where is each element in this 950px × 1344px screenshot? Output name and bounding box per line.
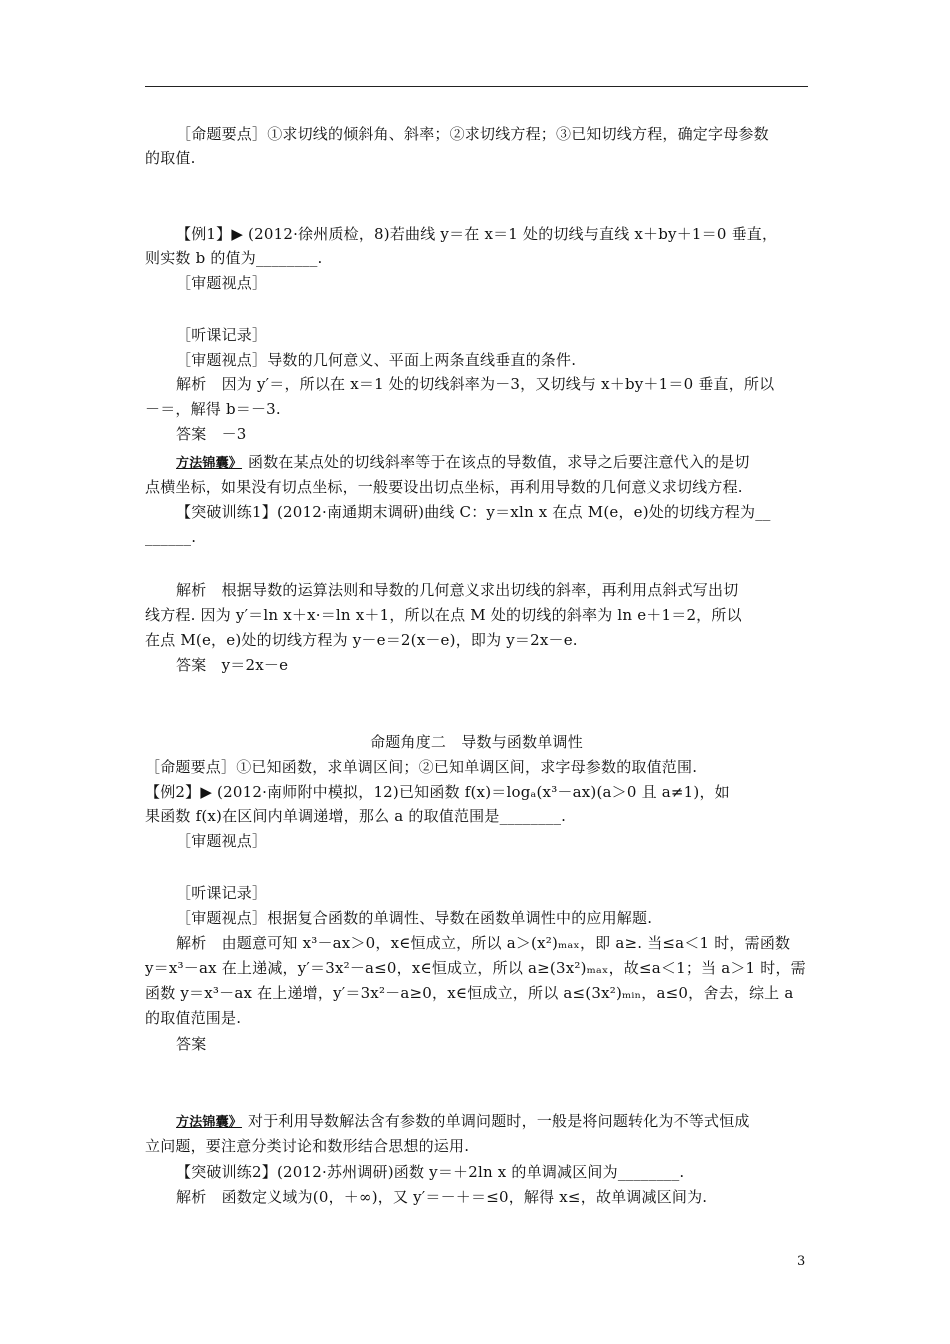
text-line-body: 对于利用导数解法含有参数的单调问题时，一般是将问题转化为不等式恒成 [248,1112,750,1130]
text-line: 答案 y＝2x－e [176,656,289,674]
text-line: 点横坐标，如果没有切点坐标，一般要设出切点坐标，再利用导数的几何意义求切线方程. [145,478,743,496]
text-line-body: 函数在某点处的切线斜率等于在该点的导数值，求导之后要注意代入的是切 [248,453,750,471]
text-line: 解析 函数定义域为(0，＋∞)，又 y′＝－＋＝≤0，解得 x≤，故单调减区间为. [176,1188,708,1206]
page-number: 3 [797,1254,806,1269]
text-line: 立问题，要注意分类讨论和数形结合思想的运用. [145,1137,470,1155]
text-line: 的取值. [145,149,196,167]
text-line: 【突破训练2】(2012·苏州调研)函数 y＝＋2ln x 的单调减区间为________. [176,1163,685,1181]
text-line: 解析 因为 y′＝，所以在 x＝1 处的切线斜率为－3，又切线与 x＋by＋1＝0 垂直，所以 [176,375,775,393]
text-line: 解析 由题意可知 x³－ax＞0，x∈恒成立，所以 a＞(x²)ₘₐₓ，即 a≥. 当≤a＜1 时，需函数 [176,934,791,952]
text-line: 果函数 f(x)在区间内单调递增，那么 a 的取值范围是________. [145,807,567,825]
text-line: ［审题视点］ [176,274,268,292]
header-rule [145,86,808,87]
text-line: ［命题要点］①已知函数，求单调区间；②已知单调区间，求字母参数的取值范围. [145,758,698,776]
text-line: 在点 M(e，e)处的切线方程为 y－e＝2(x－e)，即为 y＝2x－e. [145,631,578,649]
text-line: 【例1】▶ (2012·徐州质检，8)若曲线 y＝在 x＝1 处的切线与直线 x＋by＋1＝0 垂直， [176,225,778,243]
text-line: ［审题视点］ [176,832,268,850]
method-tip-label: 方法锦囊》 [176,1115,243,1130]
method-tip-label: 方法锦囊》 [176,456,243,471]
text-line: 解析 根据导数的运算法则和导数的几何意义求出切线的斜率，再利用点斜式写出切 [176,581,739,599]
section-heading: 命题角度二 导数与函数单调性 [370,733,583,751]
text-line: －＝，解得 b＝－3. [145,400,281,418]
text-line [176,452,750,474]
text-line: ［审题视点］导数的几何意义、平面上两条直线垂直的条件. [176,351,577,369]
text-line: 的取值范围是. [145,1009,242,1027]
text-line: 答案 [176,1035,207,1053]
text-line: ［审题视点］根据复合函数的单调性、导数在函数单调性中的应用解题. [176,909,653,927]
text-line [176,1111,750,1133]
text-line: ______. [145,528,197,546]
text-line: 答案 －3 [176,425,247,443]
text-line: y＝x³－ax 在上递减，y′＝3x²－a≤0，x∈恒成立，所以 a≥(3x²)ₘₐₓ，故≤a＜1；当 a＞1 时，需 [145,959,806,977]
text-line: 【突破训练1】(2012·南通期末调研)曲线 C：y＝xln x 在点 M(e，e)处的切线方程为__ [176,503,771,521]
text-line: ［听课记录］ [176,884,268,902]
text-line: ［听课记录］ [176,326,268,344]
text-line: 则实数 b 的值为________. [145,249,323,267]
text-line: 函数 y＝x³－ax 在上递增，y′＝3x²－a≥0，x∈恒成立，所以 a≤(3x²)ₘᵢₙ，a≤0，舍去，综上 a [145,984,794,1002]
text-line: 【例2】▶ (2012·南师附中模拟，12)已知函数 f(x)＝logₐ(x³－ax)(a＞0 且 a≠1)，如 [145,783,730,801]
text-line: ［命题要点］①求切线的倾斜角、斜率；②求切线方程；③已知切线方程，确定字母参数 [176,125,769,143]
text-line: 线方程. 因为 y′＝ln x＋x·＝ln x＋1，所以在点 M 处的切线的斜率为 ln e＋1＝2，所以 [145,606,742,624]
